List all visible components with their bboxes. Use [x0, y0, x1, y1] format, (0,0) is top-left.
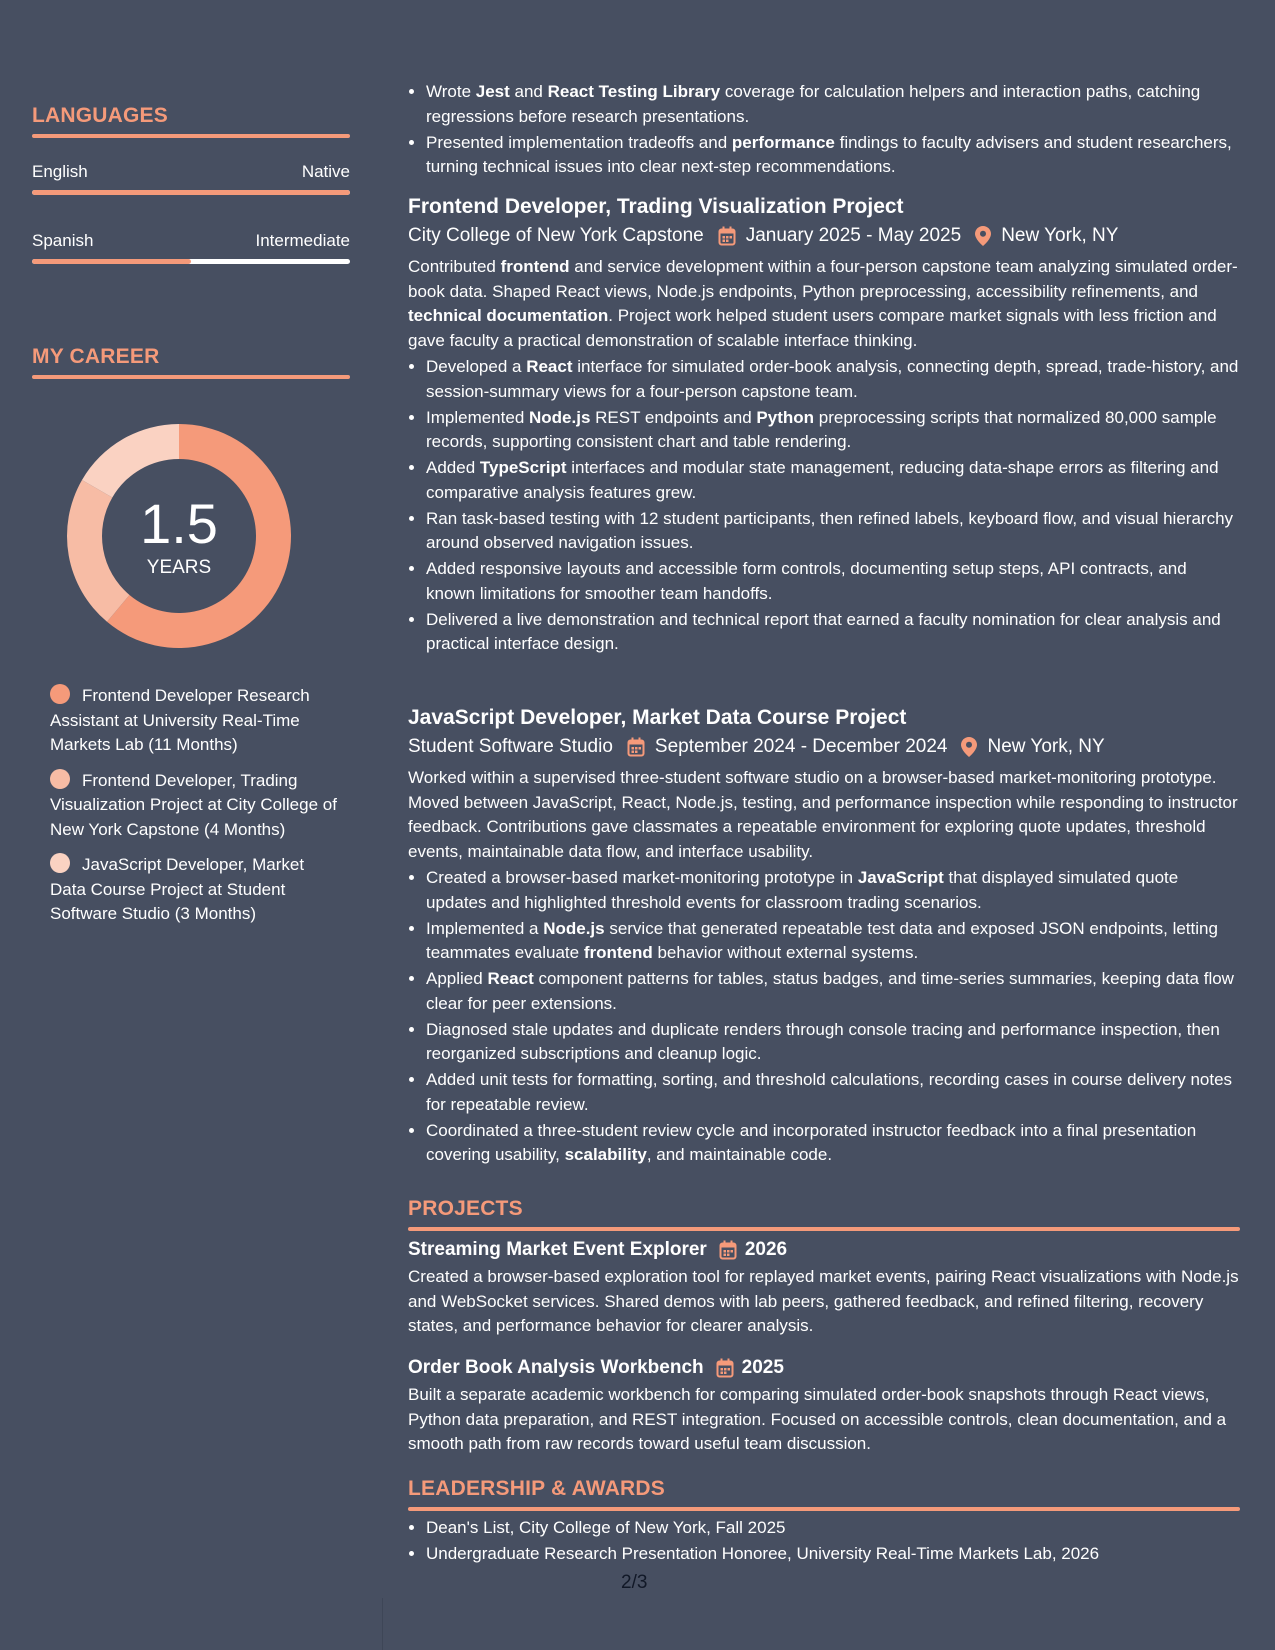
award-item: • Dean's List, City College of New York, Fall 2025 [426, 1516, 1240, 1541]
donut-segment-3 [82, 424, 179, 498]
bullet-item: • Coordinated a three-student review cycle and incorporated instructor feedback into a final presentation covering usability, scalability, and maintainable code. [426, 1119, 1240, 1168]
job-title: Frontend Developer, Trading Visualization Project [408, 195, 904, 218]
language-level: Native [301, 162, 350, 181]
career-total-unit: YEARS [146, 557, 212, 578]
job-entry [408, 195, 1240, 658]
legend-dot-icon [50, 684, 70, 704]
job-entry [408, 706, 1240, 1169]
leadership-heading: LEADERSHIP & AWARDS [408, 1477, 665, 1500]
language-bar [32, 190, 350, 195]
legend-dot-icon [50, 853, 70, 873]
career-section [32, 345, 350, 379]
job-meta [408, 736, 1240, 758]
language-name: English [32, 162, 88, 181]
project-title [408, 1239, 1240, 1261]
project-entry [408, 1239, 1240, 1339]
language-bar [32, 259, 350, 264]
career-legend-item [50, 769, 340, 843]
language-bar-fill [32, 190, 350, 195]
leadership-list-wrap [408, 1516, 1240, 1568]
project-name: Order Book Analysis Workbench [408, 1357, 704, 1378]
bullet-item: • Added TypeScript interfaces and modular state management, reducing data-shape errors as filtering and comparative analysis features grew. [426, 456, 1240, 505]
calendar-icon [627, 737, 645, 757]
calendar-icon [719, 1240, 737, 1260]
leadership-section [408, 1477, 1240, 1511]
legend-dot-icon [50, 769, 70, 789]
job-company: Student Software Studio [408, 736, 613, 757]
job-dates: September 2024 - December 2024 [654, 736, 948, 757]
languages-section [32, 104, 350, 138]
project-description: Created a browser-based exploration tool for replayed market events, pairing React visualizations with Node.js and WebSocket services. Shared demos with lab peers, gathered feedback, and refined filtering, recovery states, and performance behavior for clearer analysis. [408, 1267, 1239, 1335]
career-total-value: 1.5 [140, 492, 218, 555]
award-item: • Undergraduate Research Presentation Honoree, University Real-Time Markets Lab, 2026 [426, 1542, 1240, 1567]
language-name: Spanish [32, 231, 94, 250]
job-company: City College of New York Capstone [408, 225, 704, 246]
career-legend-item [50, 684, 340, 758]
projects-heading: PROJECTS [408, 1197, 523, 1220]
career-heading: MY CAREER [32, 345, 160, 368]
job-bullet-list [408, 355, 1240, 657]
job-meta [408, 225, 1240, 247]
job-summary: Worked within a supervised three-student software studio on a browser-based market-monitoring prototype. Moved between JavaScript, React, Node.js, testing, and performance inspection while responding to instructor feedback. Contributions gave classmates a repeatable environment for exploring quote updates, threshold events, maintainable data flow, and interface usability. [408, 768, 1238, 861]
career-legend-text: JavaScript Developer, Market Data Course Project at Student Software Studio (3 Months) [50, 855, 305, 923]
job-bullet-list [408, 866, 1240, 1168]
career-legend [50, 684, 340, 938]
project-title [408, 1357, 1240, 1379]
bullet-item: • Presented implementation tradeoffs and performance findings to faculty advisers and student researchers, turning technical issues into clear next-step recommendations. [426, 131, 1240, 180]
bullet-item: • Wrote Jest and React Testing Library coverage for calculation helpers and interaction paths, catching regressions before research presentations. [426, 80, 1240, 129]
experience-continued [408, 80, 1240, 181]
calendar-icon [718, 226, 736, 246]
language-level: Intermediate [255, 231, 350, 250]
language-english [32, 162, 350, 195]
projects-rule [408, 1227, 1240, 1231]
job-title: JavaScript Developer, Market Data Course Project [408, 706, 907, 729]
prev-bullet-list [408, 80, 1240, 180]
career-legend-item [50, 853, 340, 927]
job-dates: January 2025 - May 2025 [745, 225, 962, 246]
project-name: Streaming Market Event Explorer [408, 1239, 707, 1260]
map-pin-icon [975, 226, 991, 246]
bullet-item: • Diagnosed stale updates and duplicate renders through console tracing and performance inspection, then reorganized subscriptions and cleanup logic. [426, 1018, 1240, 1067]
career-legend-text: Frontend Developer Research Assistant at University Real-Time Markets Lab (11 Months) [50, 686, 310, 754]
bullet-item: • Added responsive layouts and accessible form controls, documenting setup steps, API contracts, and known limitations for smoother team handoffs. [426, 557, 1240, 606]
language-spanish [32, 231, 350, 264]
languages-heading: LANGUAGES [32, 104, 168, 127]
bullet-item: • Applied React component patterns for tables, status badges, and time-series summaries, keeping data flow clear for peer extensions. [426, 967, 1240, 1016]
bullet-item: • Added unit tests for formatting, sorting, and threshold calculations, recording cases in course delivery notes for repeatable review. [426, 1068, 1240, 1117]
bullet-item: • Delivered a live demonstration and technical report that earned a faculty nomination for clear analysis and practical interface design. [426, 608, 1240, 657]
project-description: Built a separate academic workbench for comparing simulated order-book snapshots through React views, Python data preparation, and REST integration. Focused on accessible controls, clean documentation, and a smooth path from raw records toward useful team discussion. [408, 1385, 1227, 1453]
bullet-item: • Created a browser-based market-monitoring prototype in JavaScript that displayed simulated quote updates and highlighted threshold events for classroom trading scenarios. [426, 866, 1240, 915]
project-year: 2026 [744, 1239, 788, 1260]
bullet-item: • Developed a React interface for simulated order-book analysis, connecting depth, spread, trade-history, and session-summary views for a four-person capstone team. [426, 355, 1240, 404]
project-entry [408, 1357, 1240, 1457]
job-location: New York, NY [987, 736, 1105, 757]
job-location: New York, NY [1001, 225, 1119, 246]
language-bar-fill [32, 259, 191, 264]
career-rule [32, 375, 350, 379]
career-donut-chart [67, 424, 291, 648]
bullet-item: • Implemented a Node.js service that generated repeatable test data and exposed JSON endpoints, letting teammates evaluate frontend behavior without external systems. [426, 917, 1240, 966]
map-pin-icon [961, 737, 977, 757]
leadership-rule [408, 1507, 1240, 1511]
calendar-icon [716, 1358, 734, 1378]
bullet-item: • Implemented Node.js REST endpoints and Python preprocessing scripts that normalized 80,000 sample records, supporting consistent chart and table rendering. [426, 406, 1240, 455]
projects-section [408, 1197, 1240, 1231]
job-summary: Contributed frontend and service development within a four-person capstone team analyzing simulated order-book data. Shaped React views, Node.js endpoints, Python preprocessing, accessibility refinements, and technical documentation. Project work helped student users compare market signals with less friction and gave faculty a practical demonstration of scalable interface thinking. [408, 257, 1238, 350]
bullet-item: • Ran task-based testing with 12 student participants, then refined labels, keyboard flow, and visual hierarchy around observed navigation issues. [426, 507, 1240, 556]
page-number: 2/3 [621, 1572, 648, 1593]
column-divider [382, 1598, 383, 1650]
leadership-list [408, 1516, 1240, 1567]
project-year: 2025 [741, 1357, 784, 1378]
career-legend-text: Frontend Developer, Trading Visualization Project at City College of New York Capstone (4 Months) [50, 770, 337, 839]
languages-rule [32, 134, 350, 138]
